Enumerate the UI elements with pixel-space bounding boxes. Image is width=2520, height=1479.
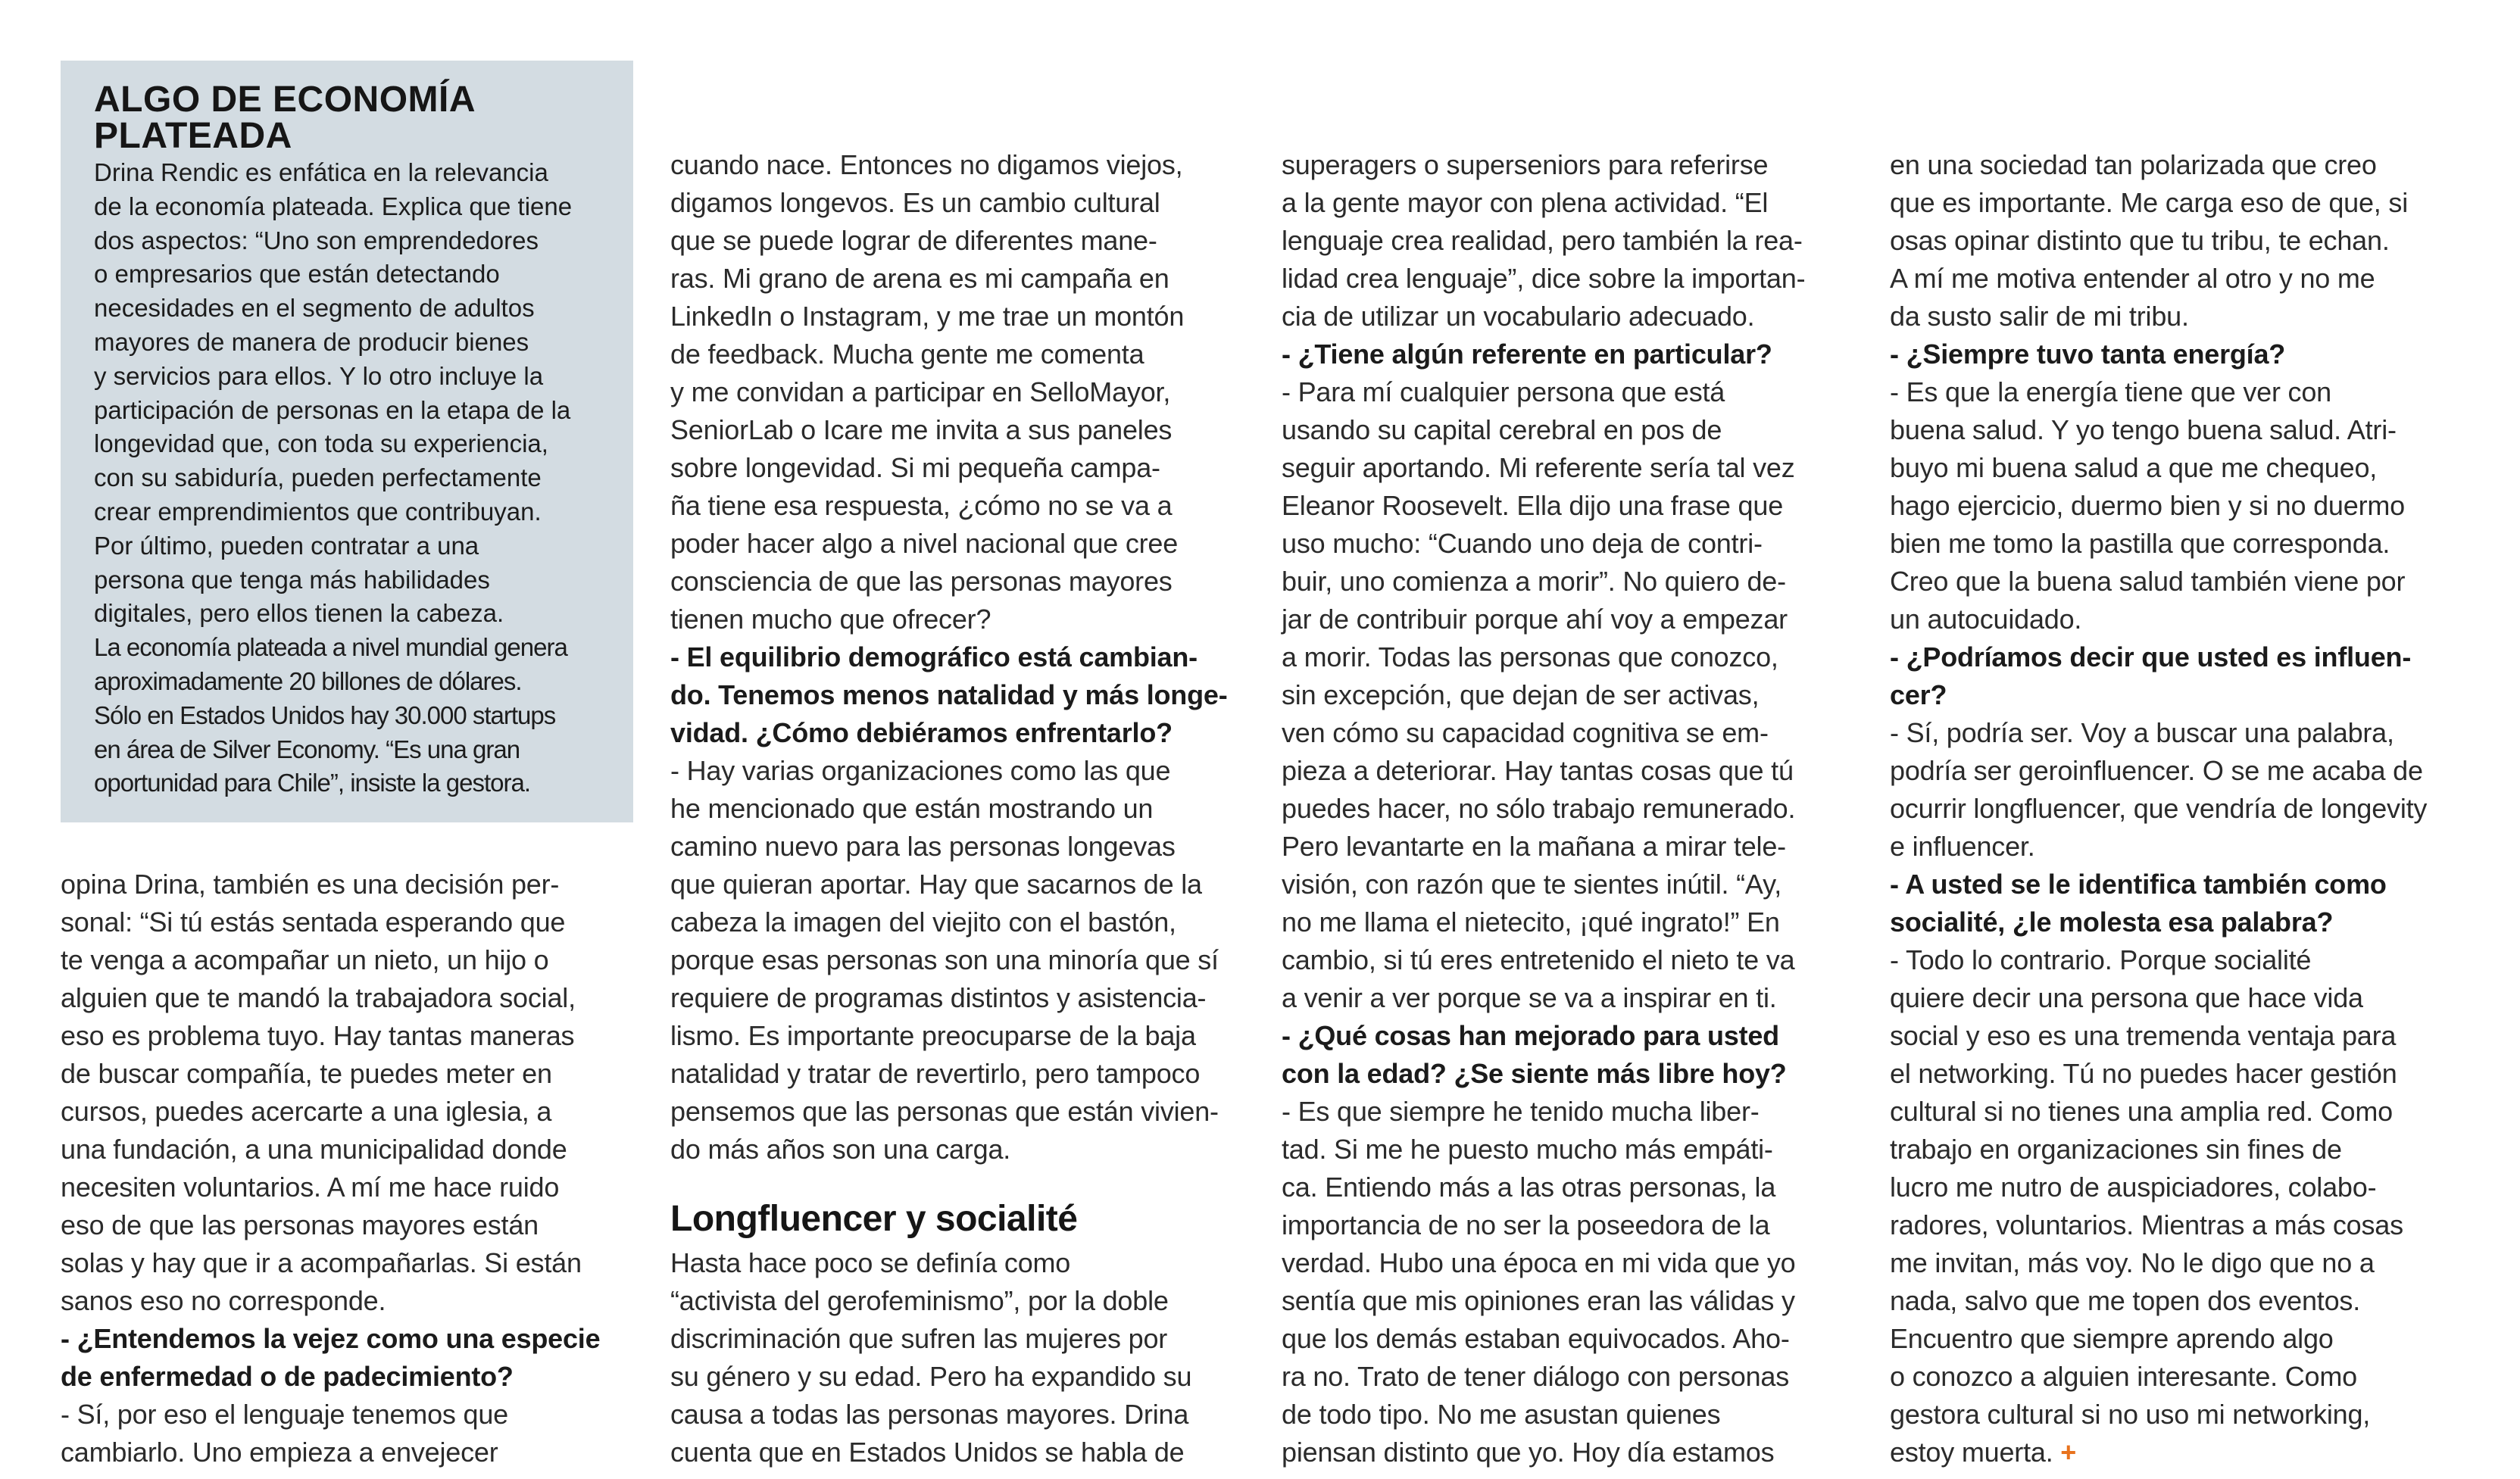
body-line: buyo mi buena salud a que me chequeo, <box>1890 452 2378 483</box>
question-line: do. Tenemos menos natalidad y más longe- <box>670 679 1228 710</box>
body-line: ra no. Trato de tener diálogo con personas <box>1282 1361 1790 1392</box>
body-line: lenguaje crea realidad, pero también la rea- <box>1282 225 1803 256</box>
body-line: “activista del gerofeminismo”, por la doble <box>670 1285 1169 1316</box>
body-line: tad. Si me he puesto mucho más empáti- <box>1282 1134 1773 1165</box>
body-line: poder hacer algo a nivel nacional que cree <box>670 528 1179 559</box>
column-2-continued <box>670 1244 1191 1471</box>
body-line: trabajo en organizaciones sin fines de <box>1890 1134 2342 1165</box>
body-line: a morir. Todas las personas que conozco, <box>1282 641 1778 672</box>
body-line: buena salud. Y yo tengo buena salud. Atri- <box>1890 414 2397 445</box>
body-line: nada, salvo que me topen dos eventos. <box>1890 1285 2361 1316</box>
sidebar-body-line: dos aspectos: “Uno son emprendedores <box>94 226 539 254</box>
column-1 <box>61 866 600 1471</box>
body-line: requiere de programas distintos y asistencia- <box>670 982 1207 1013</box>
question-line: socialité, ¿le molesta esa palabra? <box>1890 906 2334 938</box>
body-line: natalidad y tratar de revertirlo, pero tampoco <box>670 1058 1201 1089</box>
body-line: verdad. Hubo una época en mi vida que yo <box>1282 1247 1796 1278</box>
body-line: usando su capital cerebral en pos de <box>1282 414 1722 445</box>
body-line: gestora cultural si no uso mi networking, <box>1890 1399 2371 1430</box>
body-line: sanos eso no corresponde. <box>61 1285 386 1316</box>
sidebar-title-line: PLATEADA <box>94 116 292 156</box>
sidebar-fact-line: oportunidad para Chile”, insiste la gestora. <box>94 769 531 797</box>
body-line: pieza a deteriorar. Hay tantas cosas que tú <box>1282 755 1794 786</box>
body-line: jar de contribuir porque ahí voy a empezar <box>1282 604 1788 635</box>
body-line: radores, voluntarios. Mientras a más cosas <box>1890 1209 2403 1240</box>
body-line: que los demás estaban equivocados. Aho- <box>1282 1323 1790 1354</box>
body-line: cabeza la imagen del viejito con el bastón, <box>670 906 1176 938</box>
body-line: buir, uno comienza a morir”. No quiero de- <box>1282 566 1786 597</box>
sidebar-body-line: Drina Rendic es enfática en la relevancia <box>94 158 548 186</box>
body-line: hago ejercicio, duermo bien y si no duermo <box>1890 490 2405 521</box>
question-line: con la edad? ¿Se siente más libre hoy? <box>1282 1058 1787 1089</box>
body-line: Eleanor Roosevelt. Ella dijo una frase que <box>1282 490 1784 521</box>
body-line: LinkedIn o Instagram, y me trae un montón <box>670 301 1185 332</box>
body-line: lucro me nutro de auspiciadores, colabo- <box>1890 1172 2377 1203</box>
body-line: - Sí, podría ser. Voy a buscar una palabra, <box>1890 717 2394 748</box>
body-line: - Hay varias organizaciones como las que <box>670 755 1171 786</box>
body-line: seguir aportando. Mi referente sería tal vez <box>1282 452 1795 483</box>
question-line: cer? <box>1890 679 1947 710</box>
body-line: lidad crea lenguaje”, dice sobre la importan- <box>1282 263 1806 294</box>
sidebar-body-line: participación de personas en la etapa de la <box>94 395 571 424</box>
sidebar-body-line: Por último, pueden contratar a una <box>94 531 479 560</box>
body-line: en una sociedad tan polarizada que creo <box>1890 149 2377 180</box>
body-line: osas opinar distinto que tu tribu, te echan. <box>1890 225 2390 256</box>
body-line: un autocuidado. <box>1890 604 2082 635</box>
body-line: Encuentro que siempre aprendo algo <box>1890 1323 2334 1354</box>
body-line: opina Drina, también es una decisión per- <box>61 869 560 900</box>
body-line: - Todo lo contrario. Porque socialité <box>1890 944 2312 975</box>
body-line: ven cómo su capacidad cognitiva se em- <box>1282 717 1769 748</box>
body-line: consciencia de que las personas mayores <box>670 566 1173 597</box>
question-line: - ¿Qué cosas han mejorado para usted <box>1282 1020 1779 1051</box>
body-line: sin excepción, que dejan de ser activas, <box>1282 679 1760 710</box>
body-line: o conozco a alguien interesante. Como <box>1890 1361 2357 1392</box>
body-line: A mí me motiva entender al otro y no me <box>1890 263 2375 294</box>
column-4 <box>1890 146 2427 1471</box>
body-line: importancia de no ser la poseedora de la <box>1282 1209 1770 1240</box>
sidebar-body-line: persona que tenga más habilidades <box>94 565 490 594</box>
body-line: a la gente mayor con plena actividad. “El <box>1282 187 1769 218</box>
body-line: solas y hay que ir a acompañarlas. Si están <box>61 1247 582 1278</box>
body-line: su género y su edad. Pero ha expandido su <box>670 1361 1192 1392</box>
body-line: quiere decir una persona que hace vida <box>1890 982 2363 1013</box>
body-line: me invitan, más voy. No le digo que no a <box>1890 1247 2375 1278</box>
body-line: cursos, puedes acercarte a una iglesia, a <box>61 1096 552 1127</box>
body-line: SeniorLab o Icare me invita a sus paneles <box>670 414 1173 445</box>
body-line: ras. Mi grano de arena es mi campaña en <box>670 263 1169 294</box>
body-line: de todo tipo. No me asustan quienes <box>1282 1399 1721 1430</box>
question-line: de enfermedad o de padecimiento? <box>61 1361 514 1392</box>
question-line: - ¿Tiene algún referente en particular? <box>1282 339 1772 370</box>
question-line: - ¿Entendemos la vejez como una especie <box>61 1323 601 1354</box>
body-line: y me convidan a participar en SelloMayor, <box>670 376 1171 407</box>
body-line: - Es que la energía tiene que ver con <box>1890 376 2331 407</box>
body-line: piensan distinto que yo. Hoy día estamos <box>1282 1437 1775 1468</box>
question-line: - ¿Siempre tuvo tanta energía? <box>1890 339 2286 370</box>
column-2 <box>670 146 1228 1169</box>
question-line: - El equilibrio demográfico está cambian- <box>670 641 1198 672</box>
body-line: discriminación que sufren las mujeres por <box>670 1323 1168 1354</box>
body-line: bien me tomo la pastilla que corresponda. <box>1890 528 2390 559</box>
body-line: - Es que siempre he tenido mucha liber- <box>1282 1096 1760 1127</box>
sidebar-title <box>94 82 476 154</box>
body-line: cultural si no tienes una amplia red. Como <box>1890 1096 2393 1127</box>
sidebar-body-line: o empresarios que están detectando <box>94 260 500 289</box>
body-line: eso es problema tuyo. Hay tantas maneras <box>61 1020 575 1051</box>
body-line: da susto salir de mi tribu. <box>1890 301 2189 332</box>
body-line: que es importante. Me carga eso de que, si <box>1890 187 2409 218</box>
body-line: necesiten voluntarios. A mí me hace ruido <box>61 1172 560 1203</box>
body-line: estoy muerta. + <box>1890 1437 2077 1468</box>
body-line: causa a todas las personas mayores. Drina <box>670 1399 1189 1430</box>
body-line: he mencionado que están mostrando un <box>670 793 1154 824</box>
question-line: - ¿Podríamos decir que usted es influen- <box>1890 641 2412 672</box>
body-line: pensemos que las personas que están vivien- <box>670 1096 1219 1127</box>
body-line: a venir a ver porque se va a inspirar en ti. <box>1282 982 1777 1013</box>
body-line: que se puede lograr de diferentes mane- <box>670 225 1157 256</box>
sidebar-body-line: crear emprendimientos que contribuyan. <box>94 497 542 526</box>
body-line: cambio, si tú eres entretenido el nieto te va <box>1282 944 1795 975</box>
body-line: Creo que la buena salud también viene por <box>1890 566 2406 597</box>
body-line: lismo. Es importante preocuparse de la baja <box>670 1020 1196 1051</box>
sidebar-body-line: digitales, pero ellos tienen la cabeza. <box>94 599 504 628</box>
body-line: e influencer. <box>1890 831 2035 862</box>
body-line: uso mucho: “Cuando uno deja de contri- <box>1282 528 1763 559</box>
body-line: porque esas personas son una minoría que sí <box>670 944 1219 975</box>
sidebar-body-line: longevidad que, con toda su experiencia, <box>94 429 548 458</box>
body-line: ña tiene esa respuesta, ¿cómo no se va a <box>670 490 1173 521</box>
body-line: sonal: “Si tú estás sentada esperando que <box>61 906 566 938</box>
body-line: camino nuevo para las personas longevas <box>670 831 1176 862</box>
body-line: no me llama el nietecito, ¡qué ingrato!” En <box>1282 906 1780 938</box>
body-line: cia de utilizar un vocabulario adecuado. <box>1282 301 1755 332</box>
body-line: - Para mí cualquier persona que está <box>1282 376 1725 407</box>
sidebar-body <box>94 156 572 800</box>
body-line: de feedback. Mucha gente me comenta <box>670 339 1144 370</box>
body-line: sobre longevidad. Si mi pequeña campa- <box>670 452 1160 483</box>
body-line: te venga a acompañar un nieto, un hijo o <box>61 944 549 975</box>
body-line: Pero levantarte en la mañana a mirar tele- <box>1282 831 1786 862</box>
body-line: podría ser geroinfluencer. O se me acaba de <box>1890 755 2423 786</box>
body-line: superagers o superseniors para referirse <box>1282 149 1769 180</box>
body-line: sentía que mis opiniones eran las válidas y <box>1282 1285 1795 1316</box>
body-line: ocurrir longfluencer, que vendría de longevity <box>1890 793 2428 824</box>
body-line: social y eso es una tremenda ventaja para <box>1890 1020 2397 1051</box>
body-line: do más años son una carga. <box>670 1134 1011 1165</box>
sidebar-body-line: necesidades en el segmento de adultos <box>94 294 535 323</box>
body-line: cuando nace. Entonces no digamos viejos, <box>670 149 1183 180</box>
sidebar-body-line: de la economía plateada. Explica que tiene <box>94 192 573 220</box>
body-line: una fundación, a una municipalidad donde <box>61 1134 567 1165</box>
sidebar-body-line: y servicios para ellos. Y lo otro incluye la <box>94 361 544 390</box>
body-line: puedes hacer, no sólo trabajo remunerado. <box>1282 793 1796 824</box>
body-line: - Sí, por eso el lenguaje tenemos que <box>61 1399 508 1430</box>
sidebar-title-line: ALGO DE ECONOMÍA <box>94 80 476 120</box>
body-line: ca. Entiendo más a las otras personas, la <box>1282 1172 1776 1203</box>
body-line: digamos longevos. Es un cambio cultural <box>670 187 1160 218</box>
section-heading: Longfluencer y socialité <box>670 1199 1078 1239</box>
sidebar-body-line: mayores de manera de producir bienes <box>94 327 529 356</box>
body-line: cambiarlo. Uno empieza a envejecer <box>61 1437 498 1468</box>
body-line: cuenta que en Estados Unidos se habla de <box>670 1437 1185 1468</box>
body-line: visión, con razón que te sientes inútil. “Ay, <box>1282 869 1782 900</box>
body-line: que quieran aportar. Hay que sacarnos de la <box>670 869 1202 900</box>
end-mark-icon: + <box>2053 1437 2077 1468</box>
body-line: alguien que te mandó la trabajadora social, <box>61 982 576 1013</box>
sidebar-fact-line: La economía plateada a nivel mundial genera <box>94 633 567 662</box>
body-line: tienen mucho que ofrecer? <box>670 604 991 635</box>
body-line: Hasta hace poco se definía como <box>670 1247 1071 1278</box>
question-line: - A usted se le identifica también como <box>1890 869 2387 900</box>
body-line: eso de que las personas mayores están <box>61 1209 539 1240</box>
sidebar-fact-line: en área de Silver Economy. “Es una gran <box>94 735 520 763</box>
sidebar-body-line: con su sabiduría, pueden perfectamente <box>94 463 542 492</box>
body-line: el networking. Tú no puedes hacer gestión <box>1890 1058 2397 1089</box>
sidebar-box <box>61 61 633 822</box>
column-3 <box>1282 146 1805 1471</box>
question-line: vidad. ¿Cómo debiéramos enfrentarlo? <box>670 717 1173 748</box>
body-line: de buscar compañía, te puedes meter en <box>61 1058 552 1089</box>
sidebar-fact-line: aproximadamente 20 billones de dólares. <box>94 666 522 695</box>
sidebar-fact-line: Sólo en Estados Unidos hay 30.000 startups <box>94 700 556 729</box>
